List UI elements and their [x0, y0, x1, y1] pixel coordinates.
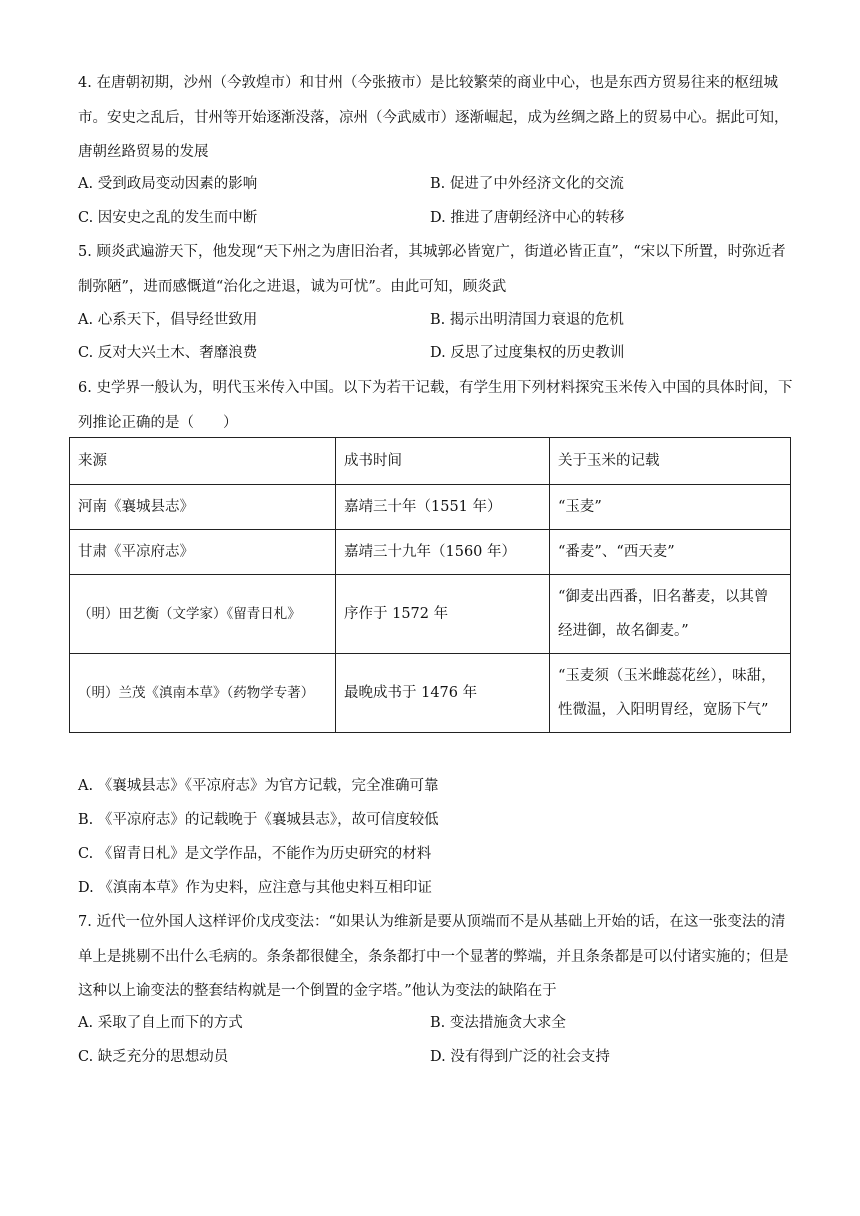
question-5-stem: 5. 顾炎武遍游天下，他发现“天下州之为唐旧治者，其城郭必皆宽广，街道必皆正直”，“宋以下所置，时弥近者制弥陋”，进而感慨道“治化之进退，诚为可忧”。由此可知，顾炎武: [78, 244, 786, 295]
table-cell-record: “玉麦须（玉米雌蕊花丝），味甜，性微温，入阳明胃经，宽肠下气”: [550, 654, 791, 733]
table-cell-source: 河南《襄城县志》: [70, 485, 336, 530]
table-cell-record: “番麦”、“西天麦”: [550, 530, 791, 575]
question-7-stem: 7. 近代一位外国人这样评价戊戌变法：“如果认为维新是要从顶端而不是从基础上开始的话，在这一张变法的清单上是挑剔不出什么毛病的。条条都很健全，条条都打中一个显著的弊端，并且条条都是可以付诸实施的；但是这种以上谕变法的整套结构就是一个倒置的金字塔。”他认为变法的缺陷在于: [78, 914, 789, 999]
table-row: [70, 530, 791, 575]
table-cell-date: 嘉靖三十九年（1560 年）: [336, 530, 550, 575]
question-6-option-d[interactable]: D. 《滇南本草》作为史料，应注意与其他史料互相印证: [78, 880, 432, 896]
table-row: [70, 654, 791, 733]
table-cell-source: 甘肃《平凉府志》: [70, 530, 336, 575]
source-table: [69, 437, 791, 733]
question-4-option-a[interactable]: A. 受到政局变动因素的影响: [78, 176, 258, 192]
question-5-option-d[interactable]: D. 反思了过度集权的历史教训: [430, 345, 625, 361]
table-cell-record: “御麦出西番，旧名蕃麦，以其曾经进御，故名御麦。”: [550, 575, 791, 654]
question-4-option-c[interactable]: C. 因安史之乱的发生而中断: [78, 210, 258, 226]
question-4-option-b[interactable]: B. 促进了中外经济文化的交流: [430, 176, 624, 192]
question-6-option-b[interactable]: B. 《平凉府志》的记载晚于《襄城县志》，故可信度较低: [78, 812, 439, 828]
question-6-option-c[interactable]: C. 《留青日札》是文学作品，不能作为历史研究的材料: [78, 846, 432, 862]
table-row: [70, 485, 791, 530]
question-4-stem: 4. 在唐朝初期，沙州（今敦煌市）和甘州（今张掖市）是比较繁荣的商业中心，也是东西方贸易往来的枢纽城市。安史之乱后，甘州等开始逐渐没落，凉州（今武威市）逐渐崛起，成为丝绸之路上的贸易中心。据此可知，唐朝丝路贸易的发展: [78, 75, 789, 160]
table-cell-record: “玉麦”: [550, 485, 791, 530]
table-header-row: [70, 438, 791, 485]
table-cell-source: （明）兰茂《滇南本草》（药物学专著）: [70, 654, 336, 733]
question-7-option-d[interactable]: D. 没有得到广泛的社会支持: [430, 1049, 610, 1065]
table-header-cell: 关于玉米的记载: [550, 438, 791, 485]
table-header-cell: 来源: [70, 438, 336, 485]
question-5-option-c[interactable]: C. 反对大兴土木、奢靡浪费: [78, 345, 258, 361]
question-7-option-b[interactable]: B. 变法措施贪大求全: [430, 1015, 566, 1031]
table-cell-date: 序作于 1572 年: [336, 575, 550, 654]
table-cell-source: （明）田艺衡（文学家）《留青日札》: [70, 575, 336, 654]
question-6-stem: 6. 史学界一般认为，明代玉米传入中国。以下为若干记载，有学生用下列材料探究玉米传入中国的具体时间，下列推论正确的是（ ）: [78, 380, 793, 431]
question-5-option-b[interactable]: B. 揭示出明清国力衰退的危机: [430, 312, 624, 328]
question-6-option-a[interactable]: A. 《襄城县志》《平凉府志》为官方记载，完全准确可靠: [78, 778, 439, 794]
table-header-cell: 成书时间: [336, 438, 550, 485]
question-4-option-d[interactable]: D. 推进了唐朝经济中心的转移: [430, 210, 625, 226]
question-7-option-c[interactable]: C. 缺乏充分的思想动员: [78, 1049, 229, 1065]
question-5-option-a[interactable]: A. 心系天下，倡导经世致用: [78, 312, 258, 328]
table-cell-date: 最晚成书于 1476 年: [336, 654, 550, 733]
question-7-option-a[interactable]: A. 采取了自上而下的方式: [78, 1015, 243, 1031]
table-cell-date: 嘉靖三十年（1551 年）: [336, 485, 550, 530]
table-row: [70, 575, 791, 654]
